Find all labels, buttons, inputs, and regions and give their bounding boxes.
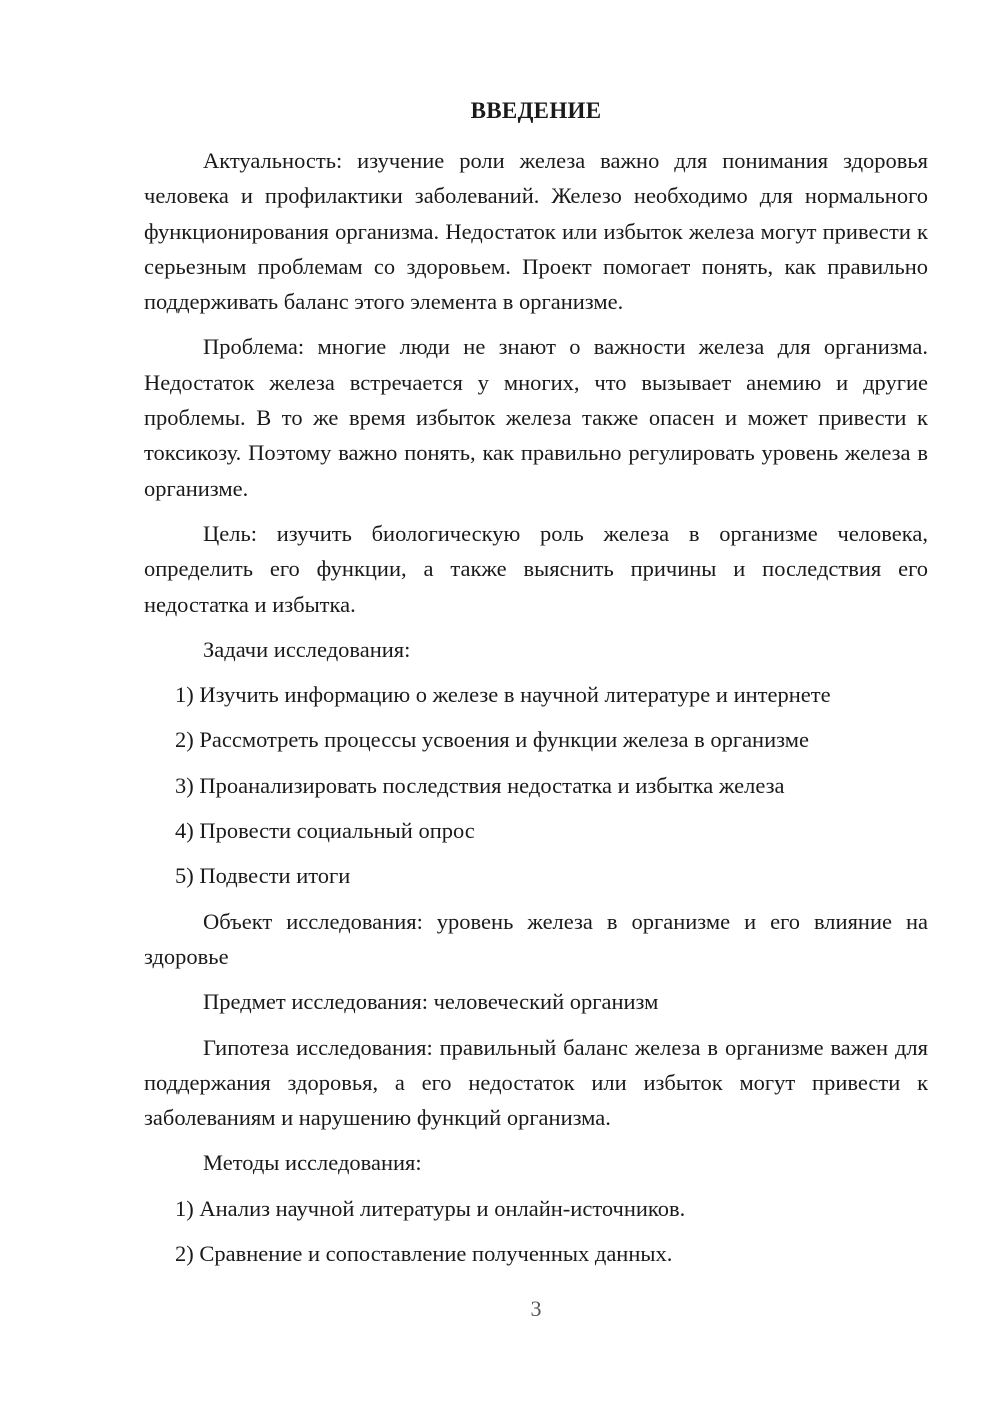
page-title: ВВЕДЕНИЕ [470, 98, 602, 123]
task-item: 3) Проанализировать последствия недостатка и избытка железа [175, 772, 785, 798]
methods-heading: Методы исследования: [203, 1150, 422, 1176]
page-number: 3 [530, 1296, 542, 1321]
hypothesis-paragraph: Гипотеза исследования: правильный баланс железа в организме важен для поддержания здоровья, а его недостаток или избыток могут привести к заболеваниям и нарушению функций организма. [144, 1034, 928, 1131]
task-item: 1) Изучить информацию о железе в научной литературе и интернете [175, 682, 831, 708]
relevance-paragraph: Актуальность: изучение роли железа важно для понимания здоровья человека и профилактики заболеваний. Железо необходимо для нормального функционирования организма. Недостаток или избыток железа могут привести к серьезным проблемам со здоровьем. Проект помогает понять, как правильно поддерживать баланс этого элемента в организме. [144, 148, 928, 315]
task-item: 4) Провести социальный опрос [175, 818, 475, 844]
goal-paragraph: Цель: изучить биологическую роль железа в организме человека, определить его функции, а также выяснить причины и последствия его недостатка и избытка. [144, 520, 928, 617]
subject-paragraph: Предмет исследования: человеческий организм [203, 989, 659, 1015]
object-paragraph: Объект исследования: уровень железа в организме и его влияние на здоровье [144, 908, 928, 969]
method-item: 2) Сравнение и сопоставление полученных данных. [175, 1241, 673, 1267]
method-item: 1) Анализ научной литературы и онлайн-источников. [175, 1195, 686, 1221]
tasks-heading: Задачи исследования: [203, 636, 411, 662]
problem-paragraph: Проблема: многие люди не знают о важности железа для организма. Недостаток железа встречается у многих, что вызывает анемию и другие проблемы. В то же время избыток железа также опасен и может привести к токсикозу. Поэтому важно понять, как правильно регулировать уровень железа в организме. [144, 334, 928, 501]
document-body [144, 143, 928, 1281]
task-item: 5) Подвести итоги [175, 863, 351, 889]
task-item: 2) Рассмотреть процессы усвоения и функции железа в организме [175, 727, 809, 753]
